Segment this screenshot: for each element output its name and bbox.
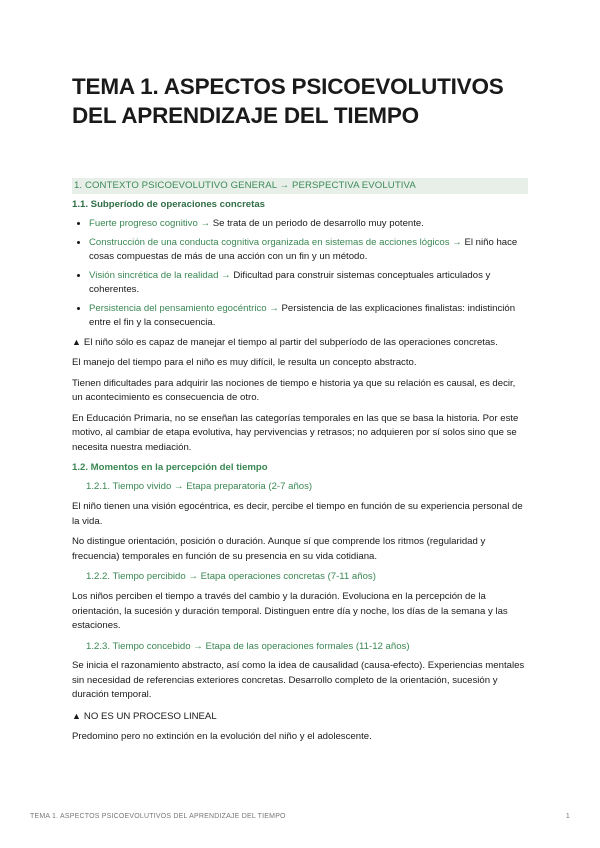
subsection-heading: 1.1. Subperíodo de operaciones concretas [72, 198, 265, 210]
bullet-highlight: Construcción de una conducta cognitiva organizada en sistemas de acciones lógicos → [89, 236, 462, 248]
section-heading: 1. CONTEXTO PSICOEVOLUTIVO GENERAL → PERSPECTIVA EVOLUTIVA [72, 178, 528, 194]
bullet-list [72, 217, 528, 330]
paragraph: Se inicia el razonamiento abstracto, así como la idea de causalidad (causa-efecto). Experiencias mentales sin necesidad de referencias exteriores concretas. Desarrollo completo de la orientación, sucesión y duración temporal. [72, 660, 525, 701]
bullet-text: Dificultad para construir sistemas conceptuales articulados y coherentes. [89, 269, 491, 295]
paragraph: Predomino pero no extinción en la evolución del niño y el adolescente. [72, 731, 372, 743]
warning-text: NO ES UN PROCESO LINEAL [83, 710, 217, 722]
content [72, 178, 528, 751]
sub-subsection-heading: 1.2.1. Tiempo vivido → Etapa preparatoria (2-7 años) [86, 481, 313, 493]
list-item [89, 236, 528, 264]
paragraph: El manejo del tiempo para el niño es muy difícil, le resulta un concepto abstracto. [72, 357, 417, 369]
list-item [89, 302, 528, 330]
warning-note [72, 335, 528, 351]
bullet-highlight: Fuerte progreso cognitivo → [89, 217, 211, 229]
list-item [89, 269, 528, 297]
paragraph: Tienen dificultades para adquirir las nociones de tiempo e historia ya que su relación es causal, es decir, un acontecimiento es consecuencia de otro. [72, 377, 516, 404]
paragraph: No distingue orientación, posición o duración. Aunque sí que comprende los ritmos (regularidad y frecuencia) temporales en función de su presencia en su vida cotidiana. [72, 536, 486, 562]
sub-subsection-heading: 1.2.3. Tiempo concebido → Etapa de las operaciones formales (11-12 años) [86, 640, 410, 652]
warning-icon: ▲ [72, 710, 81, 721]
bullet-highlight: Visión sincrética de la realidad → [89, 269, 231, 281]
footer-title: TEMA 1. ASPECTOS PSICOEVOLUTIVOS DEL APRENDIZAJE DEL TIEMPO [30, 813, 286, 820]
subsection-heading: 1.2. Momentos en la percepción del tiempo [72, 462, 268, 474]
page-number: 1 [565, 813, 570, 820]
warning-text: El niño sólo es capaz de manejar el tiempo al partir del subperíodo de las operaciones concretas. [83, 336, 498, 348]
paragraph: El niño tienen una visión egocéntrica, es decir, percibe el tiempo en función de su experiencia personal de la vida. [72, 501, 523, 527]
warning-icon: ▲ [72, 336, 81, 347]
bullet-text: Se trata de un periodo de desarrollo muy potente. [210, 217, 424, 229]
list-item [89, 217, 528, 231]
page-title: TEMA 1. ASPECTOS PSICOEVOLUTIVOS DEL APRENDIZAJE DEL TIEMPO [72, 74, 504, 128]
bullet-text: Persistencia de las explicaciones finalistas: indistinción entre el fin y la consecuencia. [89, 302, 516, 328]
bullet-text: El niño hace cosas compuestas de más de una acción con un fin y un método. [89, 236, 518, 262]
paragraph: Los niños perciben el tiempo a través del cambio y la duración. Evoluciona en la percepción de la orientación, la sucesión y duración temporal. Distinguen entre día y noche, los días de la semana y las estaciones. [72, 591, 508, 632]
warning-note [72, 709, 528, 725]
sub-subsection-heading: 1.2.2. Tiempo percibido → Etapa operaciones concretas (7-11 años) [86, 571, 376, 583]
page-footer [30, 812, 570, 822]
paragraph: En Educación Primaria, no se enseñan las categorías temporales en las que se basa la historia. Por este motivo, al cambiar de etapa evolutiva, hay pervivencias y retrasos; no adquieren por sí solos sino que se necesita nuestra mediación. [72, 412, 519, 453]
bullet-highlight: Persistencia del pensamiento egocéntrico → [89, 302, 279, 314]
